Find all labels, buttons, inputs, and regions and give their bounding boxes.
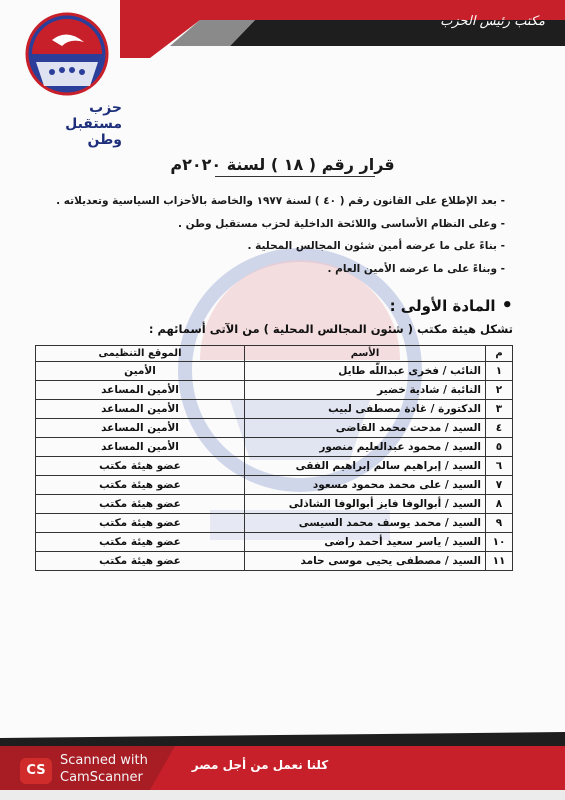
table-row [36,552,513,571]
table-row [36,438,513,457]
row-name: السيد / مدحت محمد القاضى [245,419,486,438]
row-number: ٦ [486,457,513,476]
row-name: السيد / مصطفى يحيى موسى حامد [245,552,486,571]
logo-emblem-icon [22,10,122,98]
row-name: النائب / فخرى عبداللّه طايل [245,362,486,381]
title-underline [215,176,375,177]
row-name: الدكتورة / غادة مصطفى لبيب [245,400,486,419]
row-role: الأمين [36,362,245,381]
preamble-item: - وعلى النظام الأساسى واللائحة الداخلية لحزب مستقبل وطن . [178,217,505,230]
table-row [36,514,513,533]
header-role: الموقع التنظيمى [36,346,245,362]
row-number: ٣ [486,400,513,419]
article-heading [390,295,513,316]
party-logo [22,10,122,148]
row-role: عضو هيئة مكتب [36,495,245,514]
row-name: النائبة / شادية خضير [245,381,486,400]
table-row [36,457,513,476]
row-name: السيد / محمود عبدالعليم منصور [245,438,486,457]
row-number: ١١ [486,552,513,571]
row-number: ١ [486,362,513,381]
table-row [36,400,513,419]
row-name: السيد / أبوالوفا فايز أبوالوفا الشاذلى [245,495,486,514]
preamble-list [45,190,505,280]
table-row [36,476,513,495]
row-role: الأمين المساعد [36,400,245,419]
article-title: المادة الأولى : [389,297,496,315]
preamble-item: - بعد الإطلاع على القانون رقم ( ٤٠ ) لسنة ١٩٧٧ والخاصة بالأحزاب السياسية وتعديلاته . [56,195,505,207]
party-name-caption: حزب مستقبل وطن [65,100,122,148]
table-row [36,362,513,381]
row-role: عضو هيئة مكتب [36,457,245,476]
row-role: عضو هيئة مكتب [36,533,245,552]
row-role: عضو هيئة مكتب [36,552,245,571]
header-number: م [486,346,513,362]
table-header-row [36,346,513,362]
row-name: السيد / على محمد محمود مسعود [245,476,486,495]
preamble-item: - وبناءً على ما عرضه الأمين العام . [327,262,505,275]
row-number: ١٠ [486,533,513,552]
row-name: السيد / محمد يوسف محمد السيسى [245,514,486,533]
row-number: ٤ [486,419,513,438]
header-name: الأسم [245,346,486,362]
office-header-text: مكتب رئيس الحزب [440,14,545,29]
row-number: ٩ [486,514,513,533]
decision-title: قرار رقم ( ١٨ ) لسنة ٢٠٢٠م [170,155,395,174]
row-name: السيد / إبراهيم سالم إبراهيم الفقى [245,457,486,476]
row-role: الأمين المساعد [36,419,245,438]
table-row [36,533,513,552]
scanner-line-1: Scanned with [60,753,148,768]
preamble-item: - بناءً على ما عرضه أمين شئون المجالس المحلية . [247,240,505,252]
row-role: الأمين المساعد [36,381,245,400]
row-role: عضو هيئة مكتب [36,476,245,495]
members-table [35,345,513,571]
row-number: ٨ [486,495,513,514]
article-intro: تشكل هيئة مكتب ( شئون المجالس المحلية ) من الآتى أسمائهم : [148,322,513,336]
row-number: ٧ [486,476,513,495]
camscanner-badge-icon: CS [20,758,52,784]
row-number: ٥ [486,438,513,457]
row-name: السيد / ياسر سعيد أحمد راضى [245,533,486,552]
table-row [36,381,513,400]
table-row [36,419,513,438]
bullet-icon: • [501,295,513,316]
scanner-line-2: CamScanner [60,770,143,785]
row-role: الأمين المساعد [36,438,245,457]
footer-slogan: كلنا نعمل من أجل مصر [191,758,329,772]
table-row [36,495,513,514]
camscanner-watermark [60,752,148,786]
row-number: ٢ [486,381,513,400]
row-role: عضو هيئة مكتب [36,514,245,533]
